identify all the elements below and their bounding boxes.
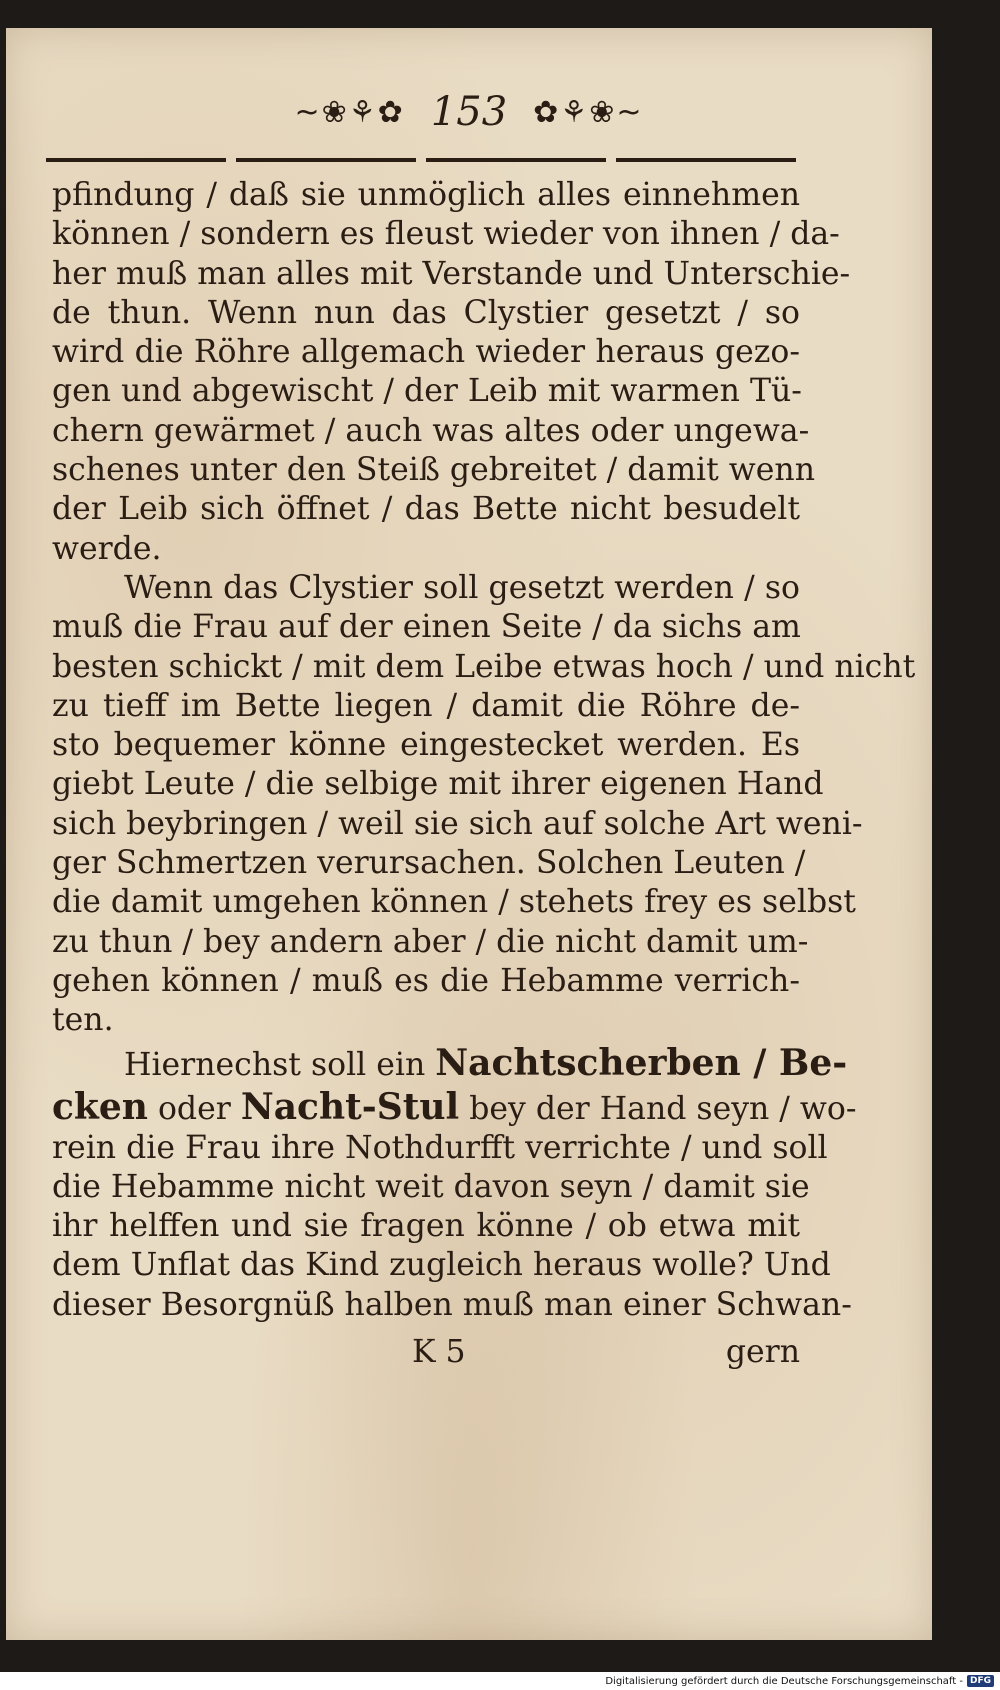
rule-segment bbox=[236, 158, 416, 162]
digitization-credit bbox=[605, 1673, 994, 1689]
rule-segment bbox=[426, 158, 606, 162]
text-line: ten. bbox=[52, 1002, 114, 1039]
text-line: Wenn das Clystier soll gesetzt werden / so bbox=[124, 569, 800, 606]
text-line: können / sondern es fleust wieder von ihnen / da- bbox=[52, 216, 840, 253]
signature-mark: K 5 bbox=[412, 1334, 466, 1370]
text-run: oder bbox=[147, 1090, 241, 1127]
rule-segment bbox=[46, 158, 226, 162]
text-line: besten schickt / mit dem Leibe etwas hoch / und nicht bbox=[52, 648, 916, 685]
page-header bbox=[6, 82, 932, 142]
text-line: schenes unter den Steiß gebreitet / damit wenn bbox=[52, 452, 815, 489]
text-line: werde. bbox=[52, 530, 162, 567]
text-line: zu thun / bey andern aber / die nicht damit um- bbox=[52, 923, 809, 960]
emphasized-term: Nacht-Stul bbox=[240, 1085, 460, 1128]
text-line: her muß man alles mit Verstande und Unterschie- bbox=[52, 255, 851, 292]
text-line: pfindung / daß sie unmöglich alles einnehmen bbox=[52, 177, 800, 213]
catchword: gern bbox=[725, 1334, 800, 1370]
text-line: de thun. Wenn nun das Clystier gesetzt / so bbox=[52, 294, 800, 331]
text-line: sto bequemer könne eingestecket werden. Es bbox=[52, 727, 800, 764]
text-line: zu tieff im Bette liegen / damit die Röhre de- bbox=[52, 687, 800, 724]
text-line: dieser Besorgnüß halben muß man einer Schwan- bbox=[52, 1286, 852, 1323]
rule-segment bbox=[616, 158, 796, 162]
text-line: dem Unflat das Kind zugleich heraus wolle? Und bbox=[52, 1247, 831, 1284]
page-number: 153 bbox=[430, 89, 508, 135]
body-text bbox=[52, 176, 916, 1325]
text-run: Hiernechst soll ein bbox=[124, 1046, 436, 1083]
text-line: gen und abgewischt / der Leib mit warmen Tü- bbox=[52, 373, 802, 410]
text-line: giebt Leute / die selbige mit ihrer eigenen Hand bbox=[52, 766, 824, 803]
emphasized-term: Nachtscherben / Be- bbox=[435, 1041, 848, 1084]
text-line bbox=[52, 1041, 848, 1085]
page-footer bbox=[52, 1334, 800, 1374]
text-line: rein die Frau ihre Nothdurfft verrichte / und soll bbox=[52, 1129, 828, 1166]
text-line: sich beybringen / weil sie sich auf solche Art weni- bbox=[52, 805, 863, 842]
text-line: chern gewärmet / auch was altes oder ungewa- bbox=[52, 412, 810, 449]
text-line: muß die Frau auf der einen Seite / da sichs am bbox=[52, 609, 801, 646]
ornament-right-icon: ✿⚘❀~ bbox=[533, 94, 644, 130]
text-line bbox=[52, 1085, 857, 1129]
text-line: die damit umgehen können / stehets frey es selbst bbox=[52, 884, 856, 921]
text-line: die Hebamme nicht weit davon seyn / damit sie bbox=[52, 1168, 810, 1205]
text-line: ger Schmertzen verursachen. Solchen Leuten / bbox=[52, 845, 806, 882]
ornament-left-icon: ~❀⚘✿ bbox=[294, 94, 405, 130]
text-line: gehen können / muß es die Hebamme verrich- bbox=[52, 962, 800, 999]
text-line: wird die Röhre allgemach wieder heraus gezo- bbox=[52, 334, 800, 371]
header-rule bbox=[46, 158, 796, 162]
text-line: ihr helffen und sie fragen könne / ob etwa mit bbox=[52, 1208, 800, 1245]
book-page bbox=[6, 28, 932, 1640]
emphasized-term: cken bbox=[52, 1085, 148, 1128]
credit-text: Digitalisierung gefördert durch die Deutsche Forschungsgemeinschaft - bbox=[605, 1675, 963, 1687]
text-run: bey der Hand seyn / wo- bbox=[459, 1090, 857, 1127]
dfg-logo-icon: DFG bbox=[967, 1675, 994, 1687]
text-line: der Leib sich öffnet / das Bette nicht besudelt bbox=[52, 491, 800, 528]
